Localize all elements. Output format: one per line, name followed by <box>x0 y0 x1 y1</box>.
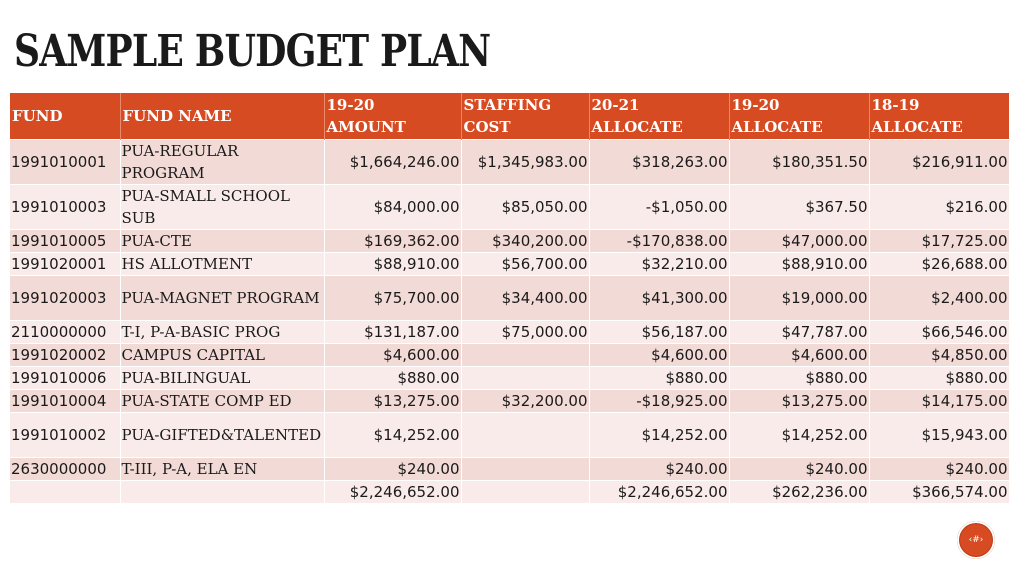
cell-1819-allocate: $240.00 <box>869 458 1009 481</box>
cell-fund-name: PUA-CTE <box>120 230 324 253</box>
cell-1819-allocate: $216.00 <box>869 185 1009 230</box>
cell-1920-amount: $240.00 <box>324 458 461 481</box>
cell-staffing-cost <box>461 413 589 458</box>
cell-1819-allocate: $66,546.00 <box>869 321 1009 344</box>
cell-1819-allocate: $4,850.00 <box>869 344 1009 367</box>
cell-1819-allocate: $216,911.00 <box>869 140 1009 185</box>
total-cell-2021-allocate: $2,246,652.00 <box>589 481 729 504</box>
cell-staffing-cost: $56,700.00 <box>461 253 589 276</box>
cell-2021-allocate: $880.00 <box>589 367 729 390</box>
cell-fund-name: PUA-MAGNET PROGRAM <box>120 276 324 321</box>
cell-1819-allocate: $17,725.00 <box>869 230 1009 253</box>
cell-2021-allocate: $56,187.00 <box>589 321 729 344</box>
cell-1920-allocate: $88,910.00 <box>729 253 869 276</box>
cell-2021-allocate: -$170,838.00 <box>589 230 729 253</box>
cell-fund-name: PUA-REGULAR PROGRAM <box>120 140 324 185</box>
cell-1920-allocate: $367.50 <box>729 185 869 230</box>
cell-fund-name: PUA-GIFTED&TALENTED <box>120 413 324 458</box>
header-staffing-cost: STAFFING COST <box>461 93 589 140</box>
cell-1920-amount: $88,910.00 <box>324 253 461 276</box>
cell-1819-allocate: $15,943.00 <box>869 413 1009 458</box>
header-fund: FUND <box>10 93 120 140</box>
cell-1920-allocate: $4,600.00 <box>729 344 869 367</box>
cell-2021-allocate: $41,300.00 <box>589 276 729 321</box>
cell-fund: 2110000000 <box>10 321 120 344</box>
cell-1920-allocate: $47,787.00 <box>729 321 869 344</box>
cell-1920-amount: $131,187.00 <box>324 321 461 344</box>
header-row <box>10 93 1009 140</box>
cell-fund: 1991020001 <box>10 253 120 276</box>
cell-1920-allocate: $14,252.00 <box>729 413 869 458</box>
cell-fund-name: PUA-BILINGUAL <box>120 367 324 390</box>
cell-staffing-cost: $85,050.00 <box>461 185 589 230</box>
cell-1920-amount: $75,700.00 <box>324 276 461 321</box>
cell-fund-name: T-III, P-A, ELA EN <box>120 458 324 481</box>
cell-fund-name: PUA-SMALL SCHOOL SUB <box>120 185 324 230</box>
cell-1920-allocate: $19,000.00 <box>729 276 869 321</box>
cell-staffing-cost: $1,345,983.00 <box>461 140 589 185</box>
cell-staffing-cost <box>461 458 589 481</box>
cell-1920-amount: $880.00 <box>324 367 461 390</box>
cell-2021-allocate: $318,263.00 <box>589 140 729 185</box>
header-1819-allocate: 18-19 ALLOCATE <box>869 93 1009 140</box>
table-row <box>10 140 1009 185</box>
header-1920-amount: 19-20 AMOUNT <box>324 93 461 140</box>
cell-2021-allocate: -$1,050.00 <box>589 185 729 230</box>
cell-fund-name: PUA-STATE COMP ED <box>120 390 324 413</box>
table-row <box>10 458 1009 481</box>
cell-1920-allocate: $180,351.50 <box>729 140 869 185</box>
cell-fund: 1991010005 <box>10 230 120 253</box>
cell-2021-allocate: $4,600.00 <box>589 344 729 367</box>
cell-1920-allocate: $47,000.00 <box>729 230 869 253</box>
cell-fund-name: HS ALLOTMENT <box>120 253 324 276</box>
cell-1920-amount: $4,600.00 <box>324 344 461 367</box>
cell-1920-amount: $84,000.00 <box>324 185 461 230</box>
table-row <box>10 276 1009 321</box>
table-row <box>10 344 1009 367</box>
cell-1819-allocate: $14,175.00 <box>869 390 1009 413</box>
total-cell-staffing-cost <box>461 481 589 504</box>
table-body <box>10 140 1009 504</box>
table-row <box>10 321 1009 344</box>
header-fund-name: FUND NAME <box>120 93 324 140</box>
cell-fund: 1991010006 <box>10 367 120 390</box>
cell-1920-amount: $1,664,246.00 <box>324 140 461 185</box>
cell-staffing-cost: $340,200.00 <box>461 230 589 253</box>
cell-fund: 1991010004 <box>10 390 120 413</box>
cell-1819-allocate: $880.00 <box>869 367 1009 390</box>
cell-staffing-cost <box>461 367 589 390</box>
table-row <box>10 185 1009 230</box>
cell-1819-allocate: $26,688.00 <box>869 253 1009 276</box>
cell-1920-amount: $14,252.00 <box>324 413 461 458</box>
cell-1920-allocate: $880.00 <box>729 367 869 390</box>
cell-fund: 2630000000 <box>10 458 120 481</box>
table-row <box>10 390 1009 413</box>
cell-staffing-cost: $34,400.00 <box>461 276 589 321</box>
cell-fund: 1991010003 <box>10 185 120 230</box>
total-cell-fund-name <box>120 481 324 504</box>
cell-2021-allocate: $14,252.00 <box>589 413 729 458</box>
total-cell-1920-allocate: $262,236.00 <box>729 481 869 504</box>
cell-2021-allocate: $32,210.00 <box>589 253 729 276</box>
cell-fund-name: CAMPUS CAPITAL <box>120 344 324 367</box>
slide-number-badge: ‹#› <box>957 521 995 559</box>
cell-2021-allocate: $240.00 <box>589 458 729 481</box>
totals-row <box>10 481 1009 504</box>
table-row <box>10 367 1009 390</box>
cell-fund: 1991010001 <box>10 140 120 185</box>
cell-1920-allocate: $240.00 <box>729 458 869 481</box>
cell-staffing-cost: $75,000.00 <box>461 321 589 344</box>
budget-table <box>10 93 1010 503</box>
page-title: SAMPLE BUDGET PLAN <box>14 26 491 77</box>
total-cell-1819-allocate: $366,574.00 <box>869 481 1009 504</box>
cell-fund: 1991010002 <box>10 413 120 458</box>
cell-fund-name: T-I, P-A-BASIC PROG <box>120 321 324 344</box>
cell-staffing-cost: $32,200.00 <box>461 390 589 413</box>
header-2021-allocate: 20-21 ALLOCATE <box>589 93 729 140</box>
table-row <box>10 253 1009 276</box>
table-row <box>10 230 1009 253</box>
header-1920-allocate: 19-20 ALLOCATE <box>729 93 869 140</box>
cell-1920-amount: $169,362.00 <box>324 230 461 253</box>
cell-fund: 1991020003 <box>10 276 120 321</box>
cell-1920-allocate: $13,275.00 <box>729 390 869 413</box>
table-header <box>10 93 1009 140</box>
cell-1819-allocate: $2,400.00 <box>869 276 1009 321</box>
table-row <box>10 413 1009 458</box>
total-cell-1920-amount: $2,246,652.00 <box>324 481 461 504</box>
cell-2021-allocate: -$18,925.00 <box>589 390 729 413</box>
total-cell-fund <box>10 481 120 504</box>
cell-staffing-cost <box>461 344 589 367</box>
cell-1920-amount: $13,275.00 <box>324 390 461 413</box>
cell-fund: 1991020002 <box>10 344 120 367</box>
